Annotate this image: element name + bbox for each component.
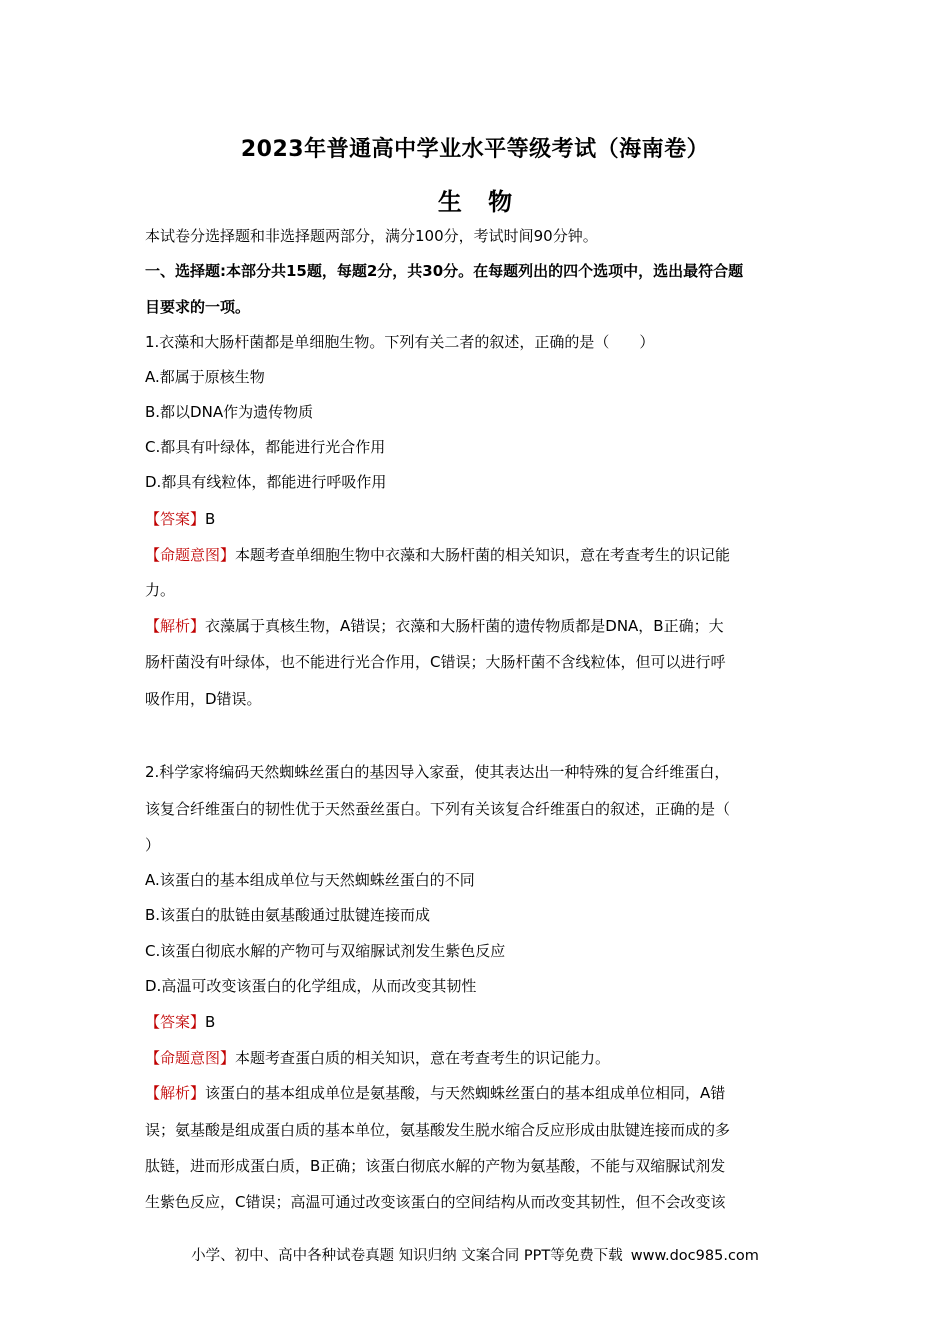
- answer-tag: 【答案】: [145, 510, 206, 528]
- q2-analysis-text-1: 该蛋白的基本组成单位是氨基酸，与天然蜘蛛丝蛋白的基本组成单位相同，A错: [205, 1084, 726, 1102]
- q2-stem-3: ）: [145, 836, 161, 854]
- q2-option-b: B.该蛋白的肽链由氨基酸通过肽键连接而成: [145, 906, 431, 924]
- q1-answer-value: B: [205, 510, 216, 528]
- intent-tag: 【命题意图】: [145, 546, 236, 564]
- section-heading-line1: 一、选择题:本部分共15题，每题2分，共30分。在每题列出的四个选项中，选出最符合题: [145, 262, 744, 280]
- subject-heading: 生 物: [437, 188, 513, 216]
- q1-analysis-text-2: 肠杆菌没有叶绿体，也不能进行光合作用，C错误；大肠杆菌不含线粒体，但可以进行呼: [145, 653, 726, 671]
- q1-analysis: [145, 609, 810, 644]
- q2-intent: [145, 1041, 810, 1076]
- intent-tag: 【命题意图】: [145, 1049, 236, 1067]
- q1-option-b: B.都以DNA作为遗传物质: [145, 403, 314, 421]
- q2-option-d: D.高温可改变该蛋白的化学组成，从而改变其韧性: [145, 977, 477, 995]
- q1-answer: [145, 502, 810, 537]
- exam-intro: 本试卷分选择题和非选择题两部分，满分100分，考试时间90分钟。: [145, 227, 598, 245]
- exam-title: 2023年普通高中学业水平等级考试（海南卷）: [240, 137, 710, 162]
- q2-option-a: A.该蛋白的基本组成单位与天然蜘蛛丝蛋白的不同: [145, 871, 475, 889]
- analysis-tag: 【解析】: [145, 1084, 206, 1102]
- q2-analysis-text-2: 误；氨基酸是组成蛋白质的基本单位，氨基酸发生脱水缩合反应形成由肽键连接而成的多: [145, 1121, 731, 1139]
- q1-intent-text-1: 本题考查单细胞生物中衣藻和大肠杆菌的相关知识，意在考查考生的识记能: [235, 546, 731, 564]
- q1-intent-text-2: 力。: [145, 581, 176, 599]
- q1-analysis-text-1: 衣藻属于真核生物，A错误；衣藻和大肠杆菌的遗传物质都是DNA，B正确；大: [205, 617, 724, 635]
- analysis-tag: 【解析】: [145, 617, 206, 635]
- page-footer: [0, 1244, 950, 1265]
- q2-answer-value: B: [205, 1013, 216, 1031]
- q1-stem: 1.衣藻和大肠杆菌都是单细胞生物。下列有关二者的叙述，正确的是（ ）: [145, 333, 655, 351]
- q1-analysis-text-3: 吸作用，D错误。: [145, 690, 262, 708]
- section-heading-line2: 目要求的一项。: [145, 298, 251, 316]
- footer-url[interactable]: www.doc985.com: [630, 1248, 759, 1264]
- q2-analysis-text-3: 肽链，进而形成蛋白质，B正确；该蛋白彻底水解的产物为氨基酸，不能与双缩脲试剂发: [145, 1157, 726, 1175]
- q2-intent-text: 本题考查蛋白质的相关知识，意在考查考生的识记能力。: [235, 1049, 611, 1067]
- footer-text: 小学、初中、高中各种试卷真题 知识归纳 文案合同 PPT等免费下载: [191, 1248, 623, 1264]
- q1-option-d: D.都具有线粒体，都能进行呼吸作用: [145, 473, 387, 491]
- q2-stem-1: 2.科学家将编码天然蜘蛛丝蛋白的基因导入家蚕，使其表达出一种特殊的复合纤维蛋白，: [145, 763, 730, 781]
- q2-option-c: C.该蛋白彻底水解的产物可与双缩脲试剂发生紫色反应: [145, 942, 506, 960]
- q2-analysis-text-4: 生紫色反应，C错误；高温可通过改变该蛋白的空间结构从而改变其韧性，但不会改变该: [145, 1193, 726, 1211]
- q2-analysis: [145, 1076, 810, 1111]
- q2-answer: [145, 1005, 810, 1040]
- q1-option-a: A.都属于原核生物: [145, 368, 265, 386]
- q1-option-c: C.都具有叶绿体，都能进行光合作用: [145, 438, 386, 456]
- q2-stem-2: 该复合纤维蛋白的韧性优于天然蚕丝蛋白。下列有关该复合纤维蛋白的叙述，正确的是（: [145, 800, 731, 818]
- answer-tag: 【答案】: [145, 1013, 206, 1031]
- q1-intent: [145, 538, 810, 573]
